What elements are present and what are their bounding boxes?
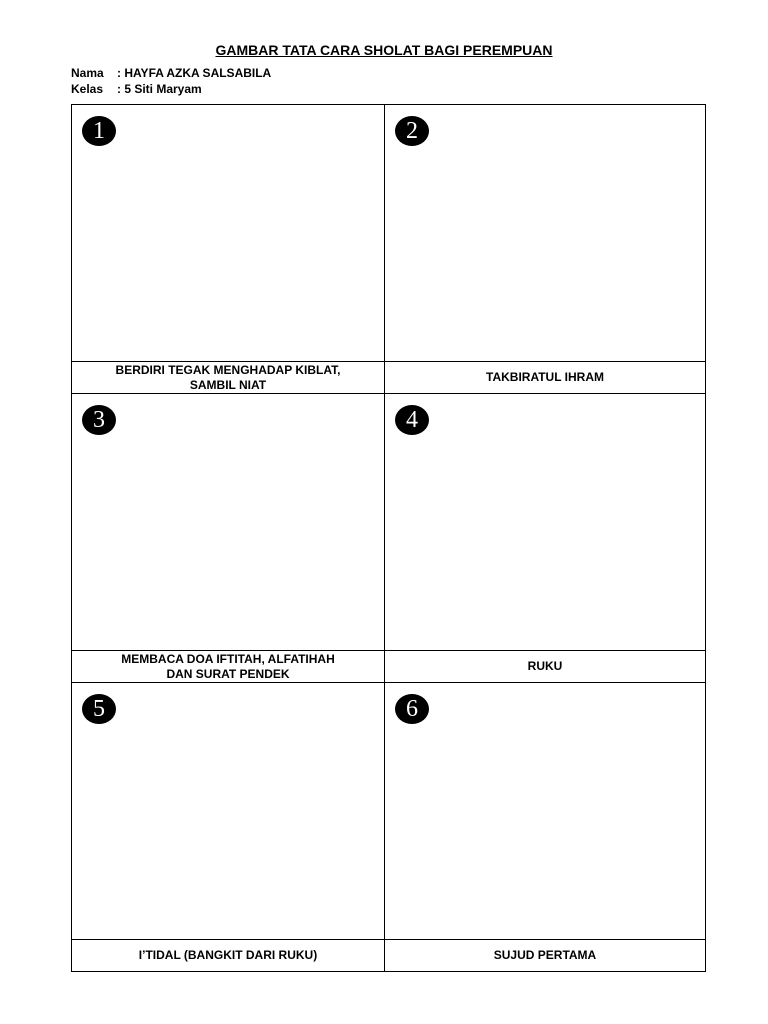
kelas-value: : 5 Siti Maryam — [117, 82, 202, 96]
step-1-picture-box — [72, 105, 385, 362]
step-1-caption-line2: SAMBIL NIAT — [189, 377, 267, 392]
nama-label: Nama — [71, 66, 104, 80]
step-4-picture-box — [385, 394, 706, 651]
student-class-line — [71, 82, 202, 97]
step-3-picture-box — [72, 394, 385, 651]
step-1-caption — [72, 362, 385, 394]
step-5-caption — [72, 940, 385, 972]
step-4-caption-line1: RUKU — [527, 659, 563, 673]
steps-grid — [71, 104, 706, 972]
caption-row — [72, 362, 706, 394]
step-2-number-badge: 2 — [395, 116, 429, 146]
kelas-label: Kelas — [71, 82, 104, 96]
step-5-caption-line1: I’TIDAL (BANGKIT DARI RUKU) — [138, 948, 318, 962]
step-4-number-badge: 4 — [395, 405, 429, 435]
picture-row — [72, 394, 706, 651]
step-2-picture-box — [385, 105, 706, 362]
step-3-caption-line1: MEMBACA DOA IFTITAH, ALFATIHAH — [121, 651, 335, 666]
step-6-caption — [385, 940, 706, 972]
student-name-line — [71, 66, 271, 81]
step-5-picture-box — [72, 683, 385, 940]
step-3-caption — [72, 651, 385, 683]
picture-row — [72, 105, 706, 362]
step-2-caption-line1: TAKBIRATUL IHRAM — [486, 370, 604, 384]
step-1-caption-line1: BERDIRI TEGAK MENGHADAP KIBLAT, — [115, 362, 341, 377]
caption-row — [72, 940, 706, 972]
caption-row — [72, 651, 706, 683]
step-1-number-badge: 1 — [82, 116, 116, 146]
step-2-caption — [385, 362, 706, 394]
step-6-caption-line1: SUJUD PERTAMA — [493, 948, 597, 962]
document-title: GAMBAR TATA CARA SHOLAT BAGI PEREMPUAN — [215, 42, 553, 58]
step-4-caption — [385, 651, 706, 683]
picture-row — [72, 683, 706, 940]
step-6-number-badge: 6 — [395, 694, 429, 724]
nama-value: : HAYFA AZKA SALSABILA — [117, 66, 272, 80]
step-5-number-badge: 5 — [82, 694, 116, 724]
step-3-number-badge: 3 — [82, 405, 116, 435]
step-3-caption-line2: DAN SURAT PENDEK — [166, 666, 290, 681]
step-6-picture-box — [385, 683, 706, 940]
